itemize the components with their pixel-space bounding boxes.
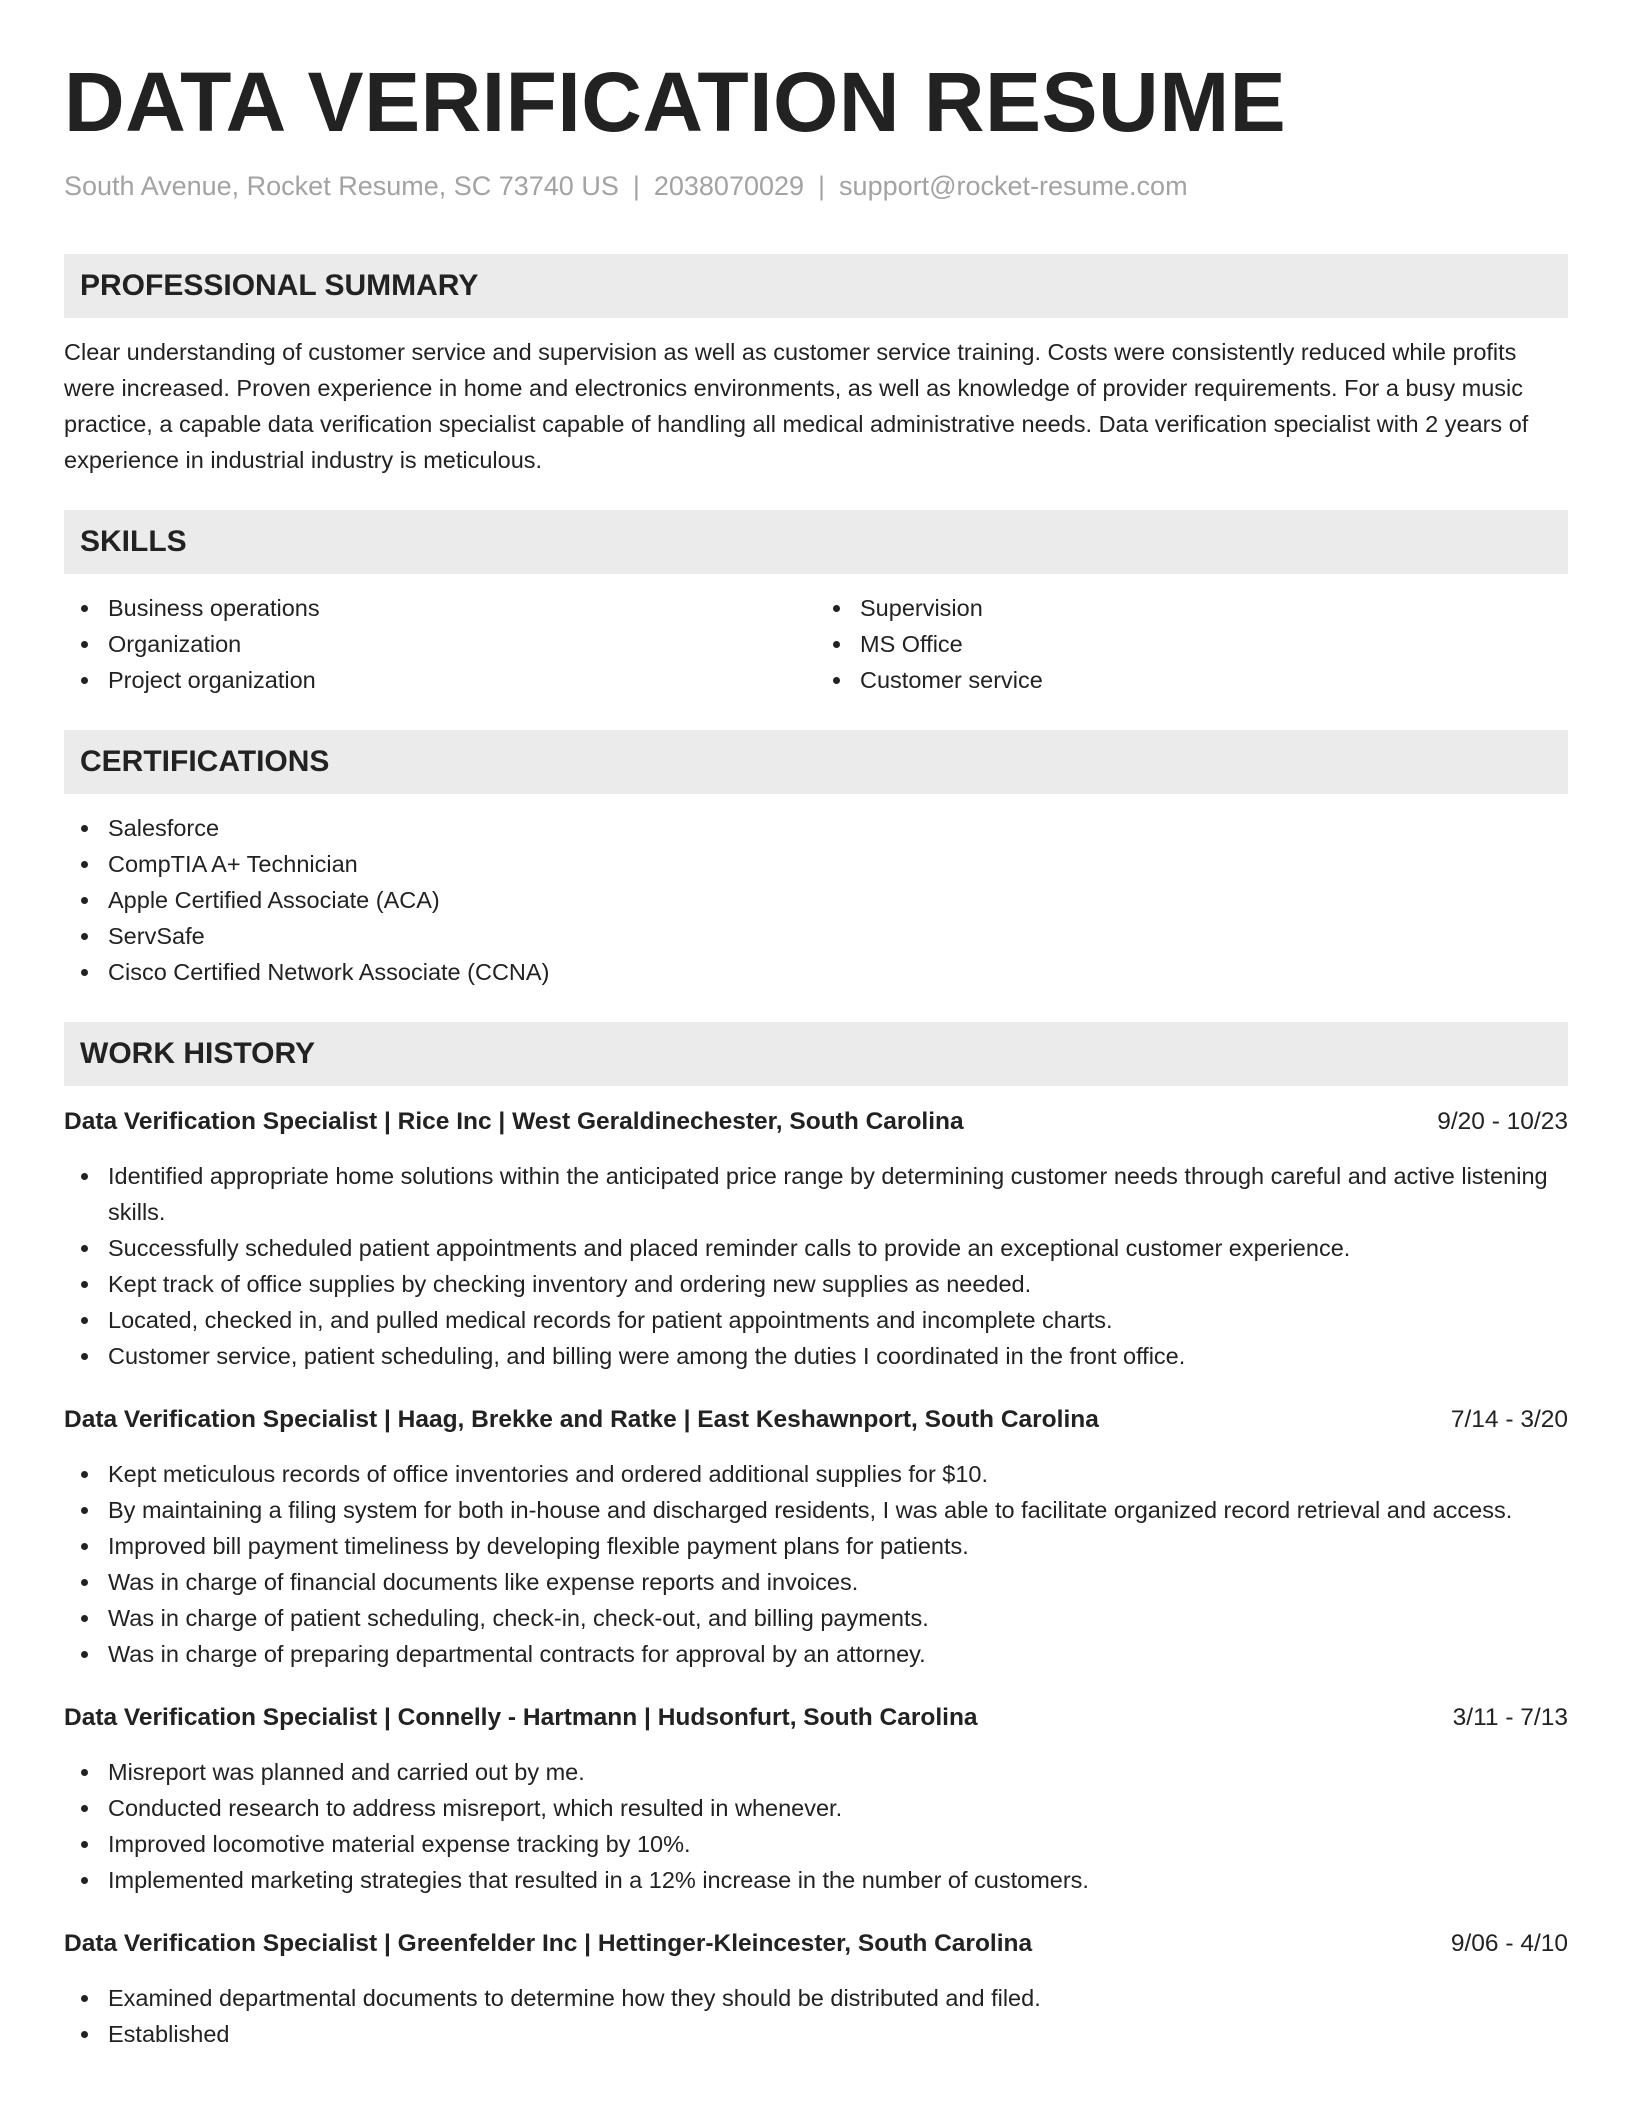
job-dates: 3/11 - 7/13	[1452, 1704, 1568, 1731]
contact-separator: |	[632, 171, 640, 201]
job-entry	[64, 1700, 1568, 1898]
job-title: Data Verification Specialist | Connelly - Hartmann | Hudsonfurt, South Carolina	[64, 1704, 978, 1731]
job-title: Data Verification Specialist | Haag, Brekke and Ratke | East Keshawnport, South Carolina	[64, 1406, 1099, 1433]
job-bullet: Located, checked in, and pulled medical records for patient appointments and incomplete charts.	[108, 1302, 1568, 1338]
job-title: Data Verification Specialist | Rice Inc | West Geraldinechester, South Carolina	[64, 1108, 964, 1135]
job-bullet: Examined departmental documents to determine how they should be distributed and filed.	[108, 1980, 1568, 2016]
job-bullet: Was in charge of financial documents like expense reports and invoices.	[108, 1564, 1568, 1600]
job-bullet: Improved locomotive material expense tracking by 10%.	[108, 1826, 1568, 1862]
skills-columns	[64, 590, 1568, 698]
job-bullet: Established	[108, 2016, 1568, 2052]
job-header	[64, 1402, 1568, 1438]
job-entry	[64, 1926, 1568, 2052]
job-header	[64, 1700, 1568, 1736]
resume-title: DATA VERIFICATION RESUME	[64, 55, 1287, 149]
job-bullet: By maintaining a filing system for both in-house and discharged residents, I was able to facilitate organized record retrieval and access.	[108, 1492, 1568, 1528]
job-bullet: Successfully scheduled patient appointments and placed reminder calls to provide an exceptional customer experience.	[108, 1230, 1568, 1266]
job-bullet: Customer service, patient scheduling, and billing were among the duties I coordinated in the front office.	[108, 1338, 1568, 1374]
job-bullet: Identified appropriate home solutions within the anticipated price range by determining customer needs through careful and active listening skills.	[108, 1158, 1568, 1230]
job-entry	[64, 1104, 1568, 1374]
skill-item: Customer service	[860, 662, 1568, 698]
job-bullet: Kept track of office supplies by checking inventory and ordering new supplies as needed.	[108, 1266, 1568, 1302]
skill-item: Project organization	[108, 662, 816, 698]
certifications-list	[64, 810, 1568, 990]
certification-item: Salesforce	[108, 810, 1568, 846]
job-bullets	[64, 1980, 1568, 2052]
job-entry	[64, 1402, 1568, 1672]
skills-list-right	[816, 590, 1568, 698]
job-dates: 9/20 - 10/23	[1437, 1108, 1568, 1135]
summary-text: Clear understanding of customer service and supervision as well as customer service training. Costs were consistently reduced while profits were increased. Proven experience in home and electronics environments, as well as knowledge of provider requirements. For a busy music practice, a capable data verification specialist capable of handling all medical administrative needs. Data verification specialist with 2 years of experience in industrial industry is meticulous.	[64, 339, 1529, 473]
job-dates: 9/06 - 4/10	[1450, 1930, 1568, 1957]
job-title: Data Verification Specialist | Greenfelder Inc | Hettinger-Kleincester, South Carolina	[64, 1930, 1033, 1957]
skill-item: MS Office	[860, 626, 1568, 662]
job-bullet: Was in charge of patient scheduling, check-in, check-out, and billing payments.	[108, 1600, 1568, 1636]
job-dates: 7/14 - 3/20	[1450, 1406, 1568, 1433]
contact-line	[64, 168, 1568, 204]
job-bullet: Kept meticulous records of office inventories and ordered additional supplies for $10.	[108, 1456, 1568, 1492]
certification-item: Cisco Certified Network Associate (CCNA)	[108, 954, 1568, 990]
job-bullets	[64, 1754, 1568, 1898]
skills-list-left	[64, 590, 816, 698]
job-bullet: Misreport was planned and carried out by me.	[108, 1754, 1568, 1790]
section-heading-certifications: CERTIFICATIONS	[64, 730, 1568, 794]
job-bullet: Was in charge of preparing departmental contracts for approval by an attorney.	[108, 1636, 1568, 1672]
certification-item: CompTIA A+ Technician	[108, 846, 1568, 882]
skill-item: Business operations	[108, 590, 816, 626]
job-bullet: Improved bill payment timeliness by developing flexible payment plans for patients.	[108, 1528, 1568, 1564]
contact-address: South Avenue, Rocket Resume, SC 73740 US	[64, 171, 619, 201]
contact-phone: 2038070029	[653, 171, 805, 201]
job-bullet: Implemented marketing strategies that resulted in a 12% increase in the number of customers.	[108, 1862, 1568, 1898]
skill-item: Supervision	[860, 590, 1568, 626]
certification-item: Apple Certified Associate (ACA)	[108, 882, 1568, 918]
section-heading-summary: PROFESSIONAL SUMMARY	[64, 254, 1568, 318]
contact-email: support@rocket-resume.com	[839, 171, 1188, 201]
job-header	[64, 1104, 1568, 1140]
job-bullets	[64, 1456, 1568, 1672]
job-header	[64, 1926, 1568, 1962]
job-bullets	[64, 1158, 1568, 1374]
job-bullet: Conducted research to address misreport, which resulted in whenever.	[108, 1790, 1568, 1826]
certification-item: ServSafe	[108, 918, 1568, 954]
skill-item: Organization	[108, 626, 816, 662]
section-heading-skills: SKILLS	[64, 510, 1568, 574]
section-heading-work-history: WORK HISTORY	[64, 1022, 1568, 1086]
contact-separator: |	[818, 171, 826, 201]
